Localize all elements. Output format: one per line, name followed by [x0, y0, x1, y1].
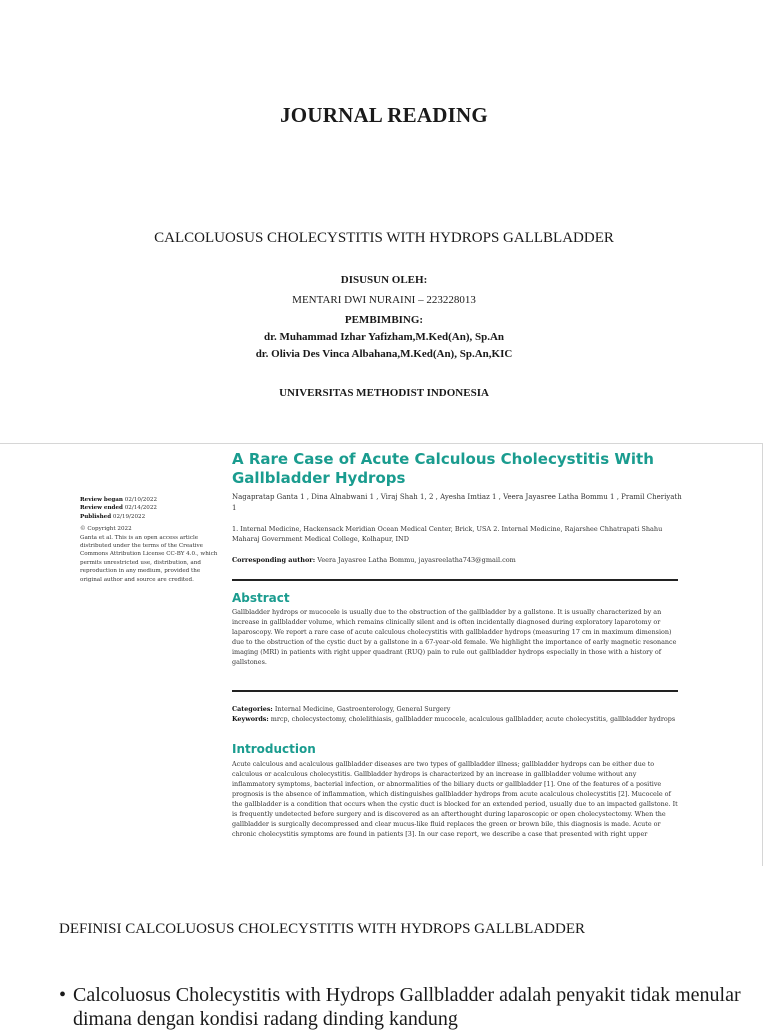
published-date: 02/19/2022	[112, 513, 146, 520]
prepared-by-label: DISUSUN OLEH:	[340, 274, 428, 286]
corresponding-author	[232, 555, 682, 565]
article-affiliations: 1. Internal Medicine, Hackensack Meridian Ocean Medical Center, Brick, USA 2. Internal Medicine, Rajarshee Chhatrapati Shahu Maharaj Government Medical College, Kolhapur, IND	[232, 525, 663, 543]
abstract-heading: Abstract	[232, 591, 290, 605]
supervisor-2: dr. Olivia Des Vinca Albahana,M.Ked(An), Sp.An,KIC	[255, 348, 513, 360]
review-began-label: Review began	[80, 497, 123, 503]
categories	[232, 704, 678, 714]
article-title: A Rare Case of Acute Calculous Cholecystitis With Gallbladder Hydrops	[232, 450, 654, 487]
keywords	[232, 714, 678, 724]
divider	[232, 690, 678, 692]
definition-heading: DEFINISI CALCOLUOSUS CHOLECYSTITIS WITH HYDROPS GALLBLADDER	[59, 921, 585, 937]
review-ended-label: Review ended	[80, 505, 123, 512]
review-began-date: 02/10/2022	[124, 497, 158, 503]
bullet-icon: •	[59, 984, 67, 1006]
corresponding-label: Corresponding author:	[232, 556, 316, 564]
license-text: Ganta et al. This is an open access article distributed under the terms of the Creative Commons Attribution License CC-BY 4.0., which permits unrestricted use, distribution, and reproduction in any medium, provided the original author and source are credited.	[80, 534, 218, 583]
article-authors: Nagapratap Ganta 1 , Dina Alnabwani 1 , Viraj Shah 1, 2 , Ayesha Imtiaz 1 , Veera Jayasree Latha Bommu 1 , Pramil Cheriyath 1	[232, 493, 682, 512]
keywords-value: mrcp, cholecystectomy, cholelithiasis, gallbladder mucocele, acalculous gallbladder, acute cholecystitis, gallbladder hydrops	[270, 715, 676, 723]
introduction-heading: Introduction	[232, 742, 316, 756]
divider	[232, 579, 678, 581]
article-side-meta	[80, 496, 220, 584]
author-name: MENTARI DWI NURAINI – 223228013	[292, 294, 476, 306]
abstract-text: Gallbladder hydrops or mucocele is usually due to the obstruction of the gallbladder by a gallstone. It is usually characterized by an increase in gallbladder volume, which remains clinically silent and is often incidentally diagnosed during exploratory laparotomy or laparoscopy. We report a rare case of acute calculous cholecystitis with gallbladder hydrops (measuring 17 cm in maximum dimension) due to the obstruction of the cystic duct by a gallstone in a 67-year-old female. We highlight the importance of early magnetic resonance imaging (MRI) in patients with right upper quadrant (RUQ) pain to rule out gallbladder hydrops especially in those with a history of gallstones.	[232, 608, 677, 666]
corresponding-value: Veera Jayasree Latha Bommu, jayasreelatha743@gmail.com	[317, 556, 516, 564]
supervisor-1: dr. Muhammad Izhar Yafizham,M.Ked(An), Sp.An	[263, 331, 505, 343]
document-subtitle: CALCOLUOSUS CHOLECYSTITIS WITH HYDROPS GALLBLADDER	[154, 230, 614, 246]
supervisor-label: PEMBIMBING:	[344, 314, 424, 326]
article-preview	[0, 443, 763, 866]
review-ended-date: 02/14/2022	[124, 505, 157, 512]
introduction-text: Acute calculous and acalculous gallbladder diseases are two types of gallbladder illness; gallbladder hydrops can be either due to calculous or acalculous cholecystitis. Gallbladder hydrops is characterized by an increase in gallbladder volume without any inflammatory symptoms, bacterial infection, or abnormalities of the biliary ducts or gallbladder [1]. One of the features of a positive prognosis is the absence of inflammation, which distinguishes gallbladder hydrops from acute acalculous cholecystitis [2]. Mucocele of the gallbladder is a condition that occurs when the cystic duct is blocked for an extended period, usually due to an impacted gallstone. It is frequently undetected before surgery and is discovered as an afterthought during laparoscopic or open cholecystectomy. When the gallbladder is surgically decompressed and clear mucus-like fluid replaces the green or brown bile, this diagnosis is made. Acute or chronic cholecystitis symptoms are found in patients [3]. In our case report, we describe a case that presented with right upper	[232, 760, 678, 838]
bullet-text: Calcoluosus Cholecystitis with Hydrops Gallbladder adalah penyakit tidak menular dimana dengan kondisi radang dinding kandung	[73, 984, 741, 1030]
university-name: UNIVERSITAS METHODIST INDONESIA	[279, 387, 489, 399]
copyright-text: © Copyright 2022	[80, 526, 132, 533]
categories-label: Categories:	[232, 705, 273, 713]
categories-value: Internal Medicine, Gastroenterology, General Surgery	[274, 705, 451, 713]
document-title: JOURNAL READING	[280, 103, 488, 127]
published-label: Published	[80, 513, 112, 520]
keywords-label: Keywords:	[232, 715, 269, 723]
